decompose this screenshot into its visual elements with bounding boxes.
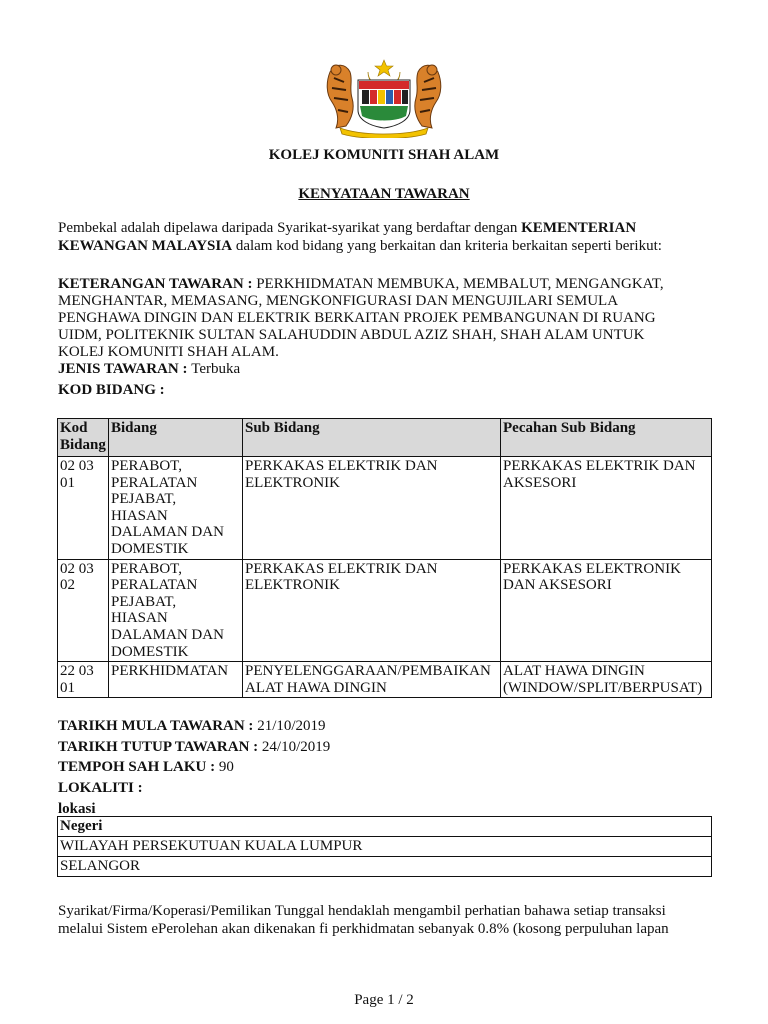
- coat-of-arms-icon: [322, 58, 446, 138]
- column-header-sub-bidang: Sub Bidang: [243, 419, 501, 457]
- cell-sub-bidang: PERKAKAS ELEKTRIK DAN ELEKTRONIK: [243, 559, 501, 662]
- cell-pecahan: PERKAKAS ELEKTRONIK DAN AKSESORI: [501, 559, 712, 662]
- tender-dates: [58, 716, 330, 798]
- table-row: [58, 662, 712, 698]
- table-row: [58, 857, 712, 877]
- description-line: PENGHAWA DINGIN DAN ELEKTRIK BERKAITAN PROJEK PEMBANGUNAN DI RUANG: [58, 310, 656, 326]
- note-line: Syarikat/Firma/Koperasi/Pemilikan Tunggal hendaklah mengambil perhatian bahawa setiap transaksi: [58, 903, 666, 919]
- table-header-row: [58, 817, 712, 837]
- cell-kod: 22 03 01: [58, 662, 109, 698]
- intro-text-start: Pembekal adalah dipelawa daripada Syarikat-syarikat yang berdaftar dengan: [58, 220, 522, 236]
- tender-type-label: JENIS TAWARAN :: [58, 361, 192, 377]
- tender-type-value: Terbuka: [191, 361, 241, 377]
- cell-pecahan: PERKAKAS ELEKTRIK DAN AKSESORI: [501, 457, 712, 560]
- college-name: KOLEJ KOMUNITI SHAH ALAM: [268, 147, 500, 163]
- tender-description: [58, 276, 726, 361]
- table-row: [58, 457, 712, 560]
- validity-period-value: 90: [218, 759, 234, 775]
- description-label: KETERANGAN TAWARAN :: [58, 276, 257, 292]
- cell-kod: 02 03 02: [58, 559, 109, 662]
- ministry-name-line2: KEWANGAN MALAYSIA: [58, 238, 233, 254]
- state-table: [57, 816, 712, 877]
- column-header-bidang: Bidang: [109, 419, 243, 457]
- description-line: UIDM, POLITEKNIK SULTAN SALAHUDDIN ABDUL AZIZ SHAH, SHAH ALAM UNTUK: [58, 327, 645, 343]
- closing-date-value: 24/10/2019: [261, 738, 331, 755]
- table-row: [58, 837, 712, 857]
- location-label: lokasi: [58, 801, 96, 817]
- intro-paragraph: [58, 219, 718, 255]
- cell-bidang: PERKHIDMATAN: [109, 662, 243, 698]
- cell-bidang: PERABOT, PERALATAN PEJABAT, HIASAN DALAMAN DAN DOMESTIK: [109, 559, 243, 662]
- cell-sub-bidang: PENYELENGGARAAN/PEMBAIKAN ALAT HAWA DINGIN: [243, 662, 501, 698]
- cell-pecahan: ALAT HAWA DINGIN (WINDOW/SPLIT/BERPUSAT): [501, 662, 712, 698]
- column-header-kod: Kod Bidang: [58, 419, 109, 457]
- field-code-label: KOD BIDANG :: [58, 382, 165, 398]
- description-line: MENGHANTAR, MEMASANG, MENGKONFIGURASI DAN MENGUJILARI SEMULA: [58, 293, 619, 309]
- closing-date: TARIKH TUTUP TAWARAN : 24/10/2019: [58, 738, 331, 755]
- document-title: KENYATAAN TAWARAN: [298, 186, 470, 202]
- cell-kod: 02 03 01: [58, 457, 109, 560]
- table-row: [58, 559, 712, 662]
- tender-type: [58, 361, 240, 378]
- state-cell: SELANGOR: [58, 857, 712, 877]
- description-line: PERKHIDMATAN MEMBUKA, MEMBALUT, MENGANGKAT,: [256, 276, 664, 292]
- cell-bidang: PERABOT, PERALATAN PEJABAT, HIASAN DALAMAN DAN DOMESTIK: [109, 457, 243, 560]
- start-date: TARIKH MULA TAWARAN : 21/10/2019: [58, 718, 326, 734]
- ministry-name-line1: KEMENTERIAN: [521, 220, 637, 236]
- validity-period: TEMPOH SAH LAKU : 90: [58, 759, 234, 775]
- page-number: Page 1 / 2: [354, 992, 414, 1008]
- description-line: KOLEJ KOMUNITI SHAH ALAM.: [58, 344, 279, 360]
- column-header-negeri: Negeri: [58, 817, 712, 837]
- column-header-pecahan: Pecahan Sub Bidang: [501, 419, 712, 457]
- note-line: melalui Sistem ePerolehan akan dikenakan fi perkhidmatan sebanyak 0.8% (kosong perpuluhan lapan: [58, 921, 669, 937]
- cell-sub-bidang: PERKAKAS ELEKTRIK DAN ELEKTRONIK: [243, 457, 501, 560]
- locality-label: LOKALITI :: [58, 779, 143, 796]
- table-header-row: [58, 419, 712, 457]
- field-code-table: [57, 418, 712, 698]
- state-cell: WILAYAH PERSEKUTUAN KUALA LUMPUR: [58, 837, 712, 857]
- start-date-value: 21/10/2019: [257, 718, 326, 734]
- intro-text-end: dalam kod bidang yang berkaitan dan kriteria berkaitan seperti berikut:: [232, 238, 662, 254]
- service-fee-note: [58, 902, 712, 938]
